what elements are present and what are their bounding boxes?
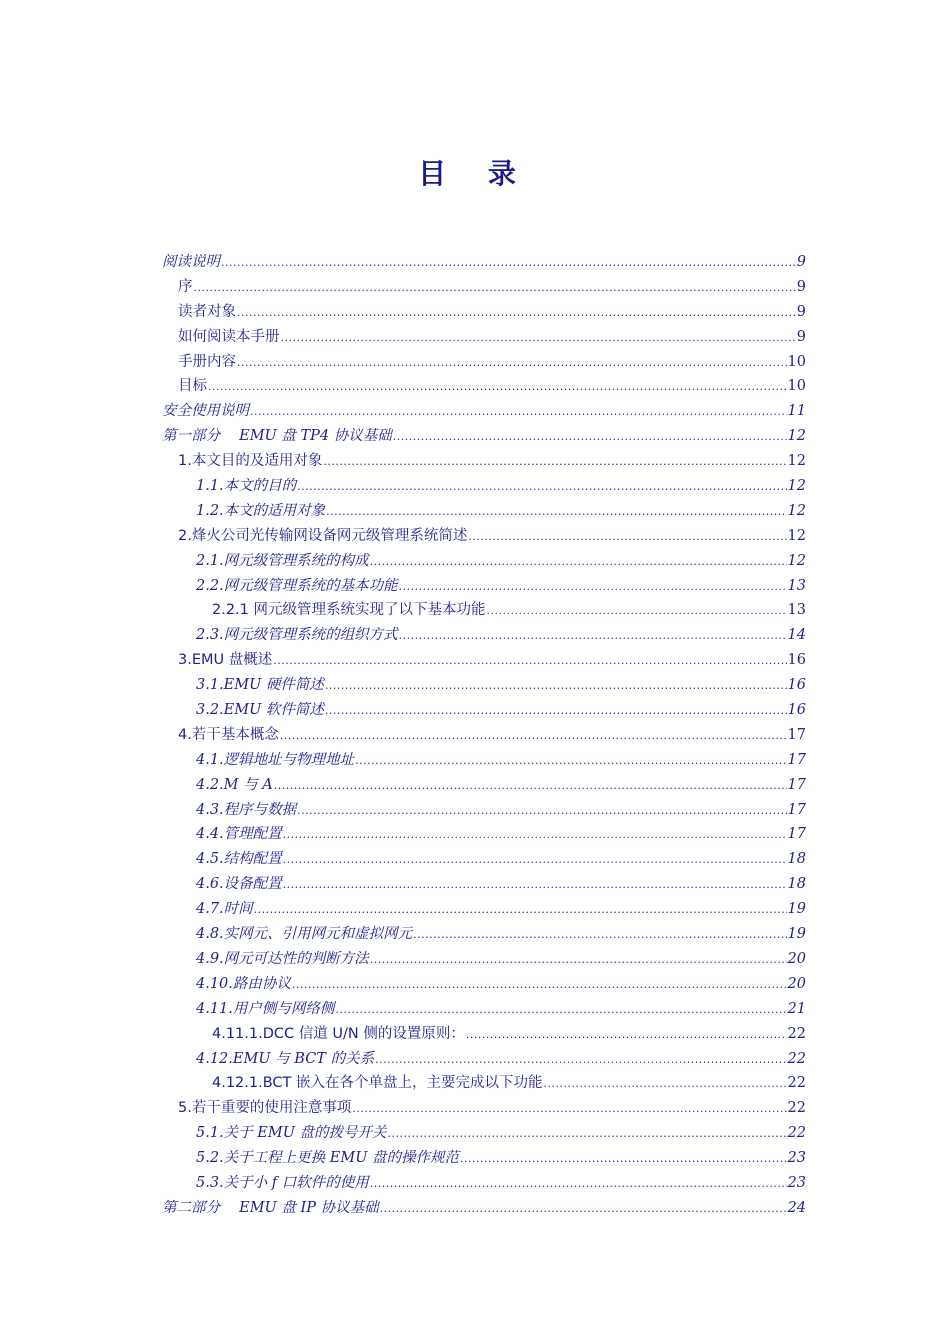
toc-entry-page-number: 10 — [787, 378, 806, 395]
toc-leader-dots — [413, 928, 786, 941]
toc-entry-title: 5.3.关于小 f 口软件的使用 — [196, 1174, 369, 1191]
toc-entry-title: 4.5.结构配置 — [196, 851, 282, 868]
toc-entry-page-number: 18 — [787, 851, 806, 868]
toc-entry-page-number: 9 — [796, 254, 806, 270]
toc-entry-title: 4.1.逻辑地址与物理地址 — [196, 751, 355, 768]
toc-entry[interactable] — [162, 822, 806, 847]
toc-entry-page-number: 9 — [796, 328, 806, 345]
toc-leader-dots — [237, 356, 787, 369]
toc-leader-dots — [297, 804, 786, 817]
toc-entry-title: 4.10.路由协议 — [196, 975, 291, 992]
toc-entry-page-number: 17 — [787, 776, 806, 793]
toc-leader-dots — [237, 306, 796, 319]
toc-entry-title: 目标 — [178, 378, 207, 395]
toc-entry[interactable] — [162, 524, 806, 549]
toc-entry-page-number: 24 — [787, 1199, 806, 1216]
toc-entry[interactable] — [162, 922, 806, 947]
toc-entry[interactable] — [162, 1171, 806, 1196]
toc-entry-title: 1.2.本文的适用对象 — [196, 502, 326, 519]
toc-leader-dots — [388, 1127, 787, 1140]
toc-entry-page-number: 12 — [787, 552, 806, 569]
toc-entry-title: 4.9.网元可达性的判断方法 — [196, 950, 369, 967]
toc-entry-page-number: 17 — [787, 826, 806, 843]
toc-entry[interactable] — [162, 1196, 806, 1221]
toc-entry-page-number: 22 — [787, 1075, 806, 1092]
toc-entry-page-number: 16 — [787, 652, 806, 669]
toc-entry[interactable] — [162, 374, 806, 399]
toc-entry-title: 2.烽火公司光传输网设备网元级管理系统简述 — [178, 527, 468, 544]
toc-entry-page-number: 19 — [787, 901, 806, 918]
toc-leader-dots — [370, 953, 787, 966]
toc-entry-page-number: 18 — [787, 876, 806, 893]
toc-entry[interactable] — [162, 698, 806, 723]
toc-entry-page-number: 22 — [787, 1050, 806, 1067]
toc-entry[interactable] — [162, 499, 806, 524]
toc-entry-title: 4.12.EMU 与 BCT 的关系 — [196, 1050, 375, 1067]
toc-entry[interactable] — [162, 723, 806, 748]
toc-entry-page-number: 13 — [787, 577, 806, 594]
toc-entry-page-number: 20 — [787, 975, 806, 992]
toc-entry[interactable] — [162, 947, 806, 972]
toc-entry-title: 4.7.时间 — [196, 901, 253, 918]
toc-entry[interactable] — [162, 847, 806, 872]
toc-entry-page-number: 17 — [787, 801, 806, 818]
toc-entry-title: 2.1.网元级管理系统的构成 — [196, 552, 369, 569]
toc-entry-page-number: 17 — [787, 726, 806, 743]
toc-entry-title: 手册内容 — [178, 353, 236, 370]
toc-entry-title: 4.12.1.BCT 嵌入在各个单盘上，主要完成以下功能 — [212, 1075, 543, 1092]
toc-leader-dots — [399, 580, 787, 593]
toc-entry[interactable] — [162, 549, 806, 574]
toc-entry-page-number: 10 — [787, 353, 806, 370]
toc-entry[interactable] — [162, 673, 806, 698]
toc-entry-page-number: 22 — [787, 1125, 806, 1142]
toc-leader-dots — [281, 331, 796, 344]
toc-entry-title: 4.若干基本概念 — [178, 726, 279, 743]
toc-leader-dots — [280, 729, 787, 742]
toc-leader-dots — [323, 455, 786, 468]
toc-leader-dots — [468, 530, 786, 543]
toc-entry[interactable] — [162, 1022, 806, 1047]
toc-entry-page-number: 19 — [787, 926, 806, 943]
toc-entry-title: 4.11.1.DCC 信道 U/N 侧的设置原则： — [212, 1025, 465, 1042]
toc-leader-dots — [297, 480, 786, 493]
toc-entry-title: 读者对象 — [178, 303, 236, 320]
toc-entry[interactable] — [162, 350, 806, 375]
page-title: 目 录 — [418, 157, 532, 190]
toc-entry-title: 1.本文目的及适用对象 — [178, 453, 323, 470]
toc-entry-title: 4.11.用户侧与网络侧 — [196, 1000, 335, 1017]
toc-entry-title: 5.2.关于工程上更换 EMU 盘的操作规范 — [196, 1150, 460, 1167]
toc-entry-title: 阅读说明 — [162, 254, 220, 270]
toc-entry-page-number: 22 — [787, 1100, 806, 1117]
toc-entry-title: 如何阅读本手册 — [178, 328, 280, 345]
toc-leader-dots — [335, 1003, 786, 1016]
toc-entry-page-number: 21 — [787, 1000, 806, 1017]
toc-leader-dots — [325, 679, 787, 692]
toc-entry[interactable] — [162, 399, 806, 424]
toc-leader-dots — [352, 1102, 786, 1115]
toc-entry-title: 1.1.本文的目的 — [196, 478, 297, 495]
toc-entry[interactable] — [162, 474, 806, 499]
toc-leader-dots — [292, 978, 787, 991]
toc-leader-dots — [221, 256, 796, 269]
toc-leader-dots — [274, 779, 787, 792]
toc-entry[interactable] — [162, 623, 806, 648]
toc-entry-page-number: 12 — [787, 478, 806, 495]
toc-entry-page-number: 23 — [787, 1150, 806, 1167]
toc-entry-title: 3.2.EMU 软件简述 — [196, 702, 324, 719]
toc-entry-title: 安全使用说明 — [162, 403, 249, 420]
toc-entry-page-number: 12 — [787, 428, 806, 445]
toc-entry[interactable] — [162, 598, 806, 623]
toc-entry-title: 2.2.1 网元级管理系统实现了以下基本功能 — [212, 602, 486, 619]
toc-entry-page-number: 11 — [787, 403, 806, 420]
toc-leader-dots — [283, 853, 787, 866]
toc-entry-page-number: 16 — [787, 702, 806, 719]
toc-entry-page-number: 12 — [787, 453, 806, 470]
toc-entry[interactable] — [162, 1071, 806, 1096]
toc-leader-dots — [326, 505, 786, 518]
toc-entry-title: 4.8.实网元、引用网元和虚拟网元 — [196, 926, 413, 943]
toc-leader-dots — [283, 878, 787, 891]
toc-entry-title: 4.3.程序与数据 — [196, 801, 297, 818]
toc-entry[interactable] — [162, 250, 806, 275]
toc-entry-page-number: 20 — [787, 950, 806, 967]
toc-entry-page-number: 23 — [787, 1174, 806, 1191]
toc-entry[interactable] — [162, 1121, 806, 1146]
toc-entry-title: 3.EMU 盘概述 — [178, 652, 273, 669]
toc-leader-dots — [208, 380, 787, 393]
toc-entry-title: 第二部分 EMU 盘 IP 协议基础 — [162, 1199, 379, 1216]
toc-leader-dots — [254, 903, 787, 916]
toc-entry-page-number: 12 — [787, 502, 806, 519]
toc-entry-page-number: 17 — [787, 751, 806, 768]
toc-leader-dots — [487, 604, 787, 617]
toc-leader-dots — [273, 654, 786, 667]
toc-entry[interactable] — [162, 997, 806, 1022]
toc-leader-dots — [375, 1053, 786, 1066]
toc-entry[interactable] — [162, 325, 806, 350]
toc-entry-title: 4.2.M 与 A — [196, 776, 273, 793]
toc-entry-title: 序 — [178, 278, 193, 295]
toc-entry[interactable] — [162, 972, 806, 997]
toc-leader-dots — [460, 1152, 787, 1165]
toc-entry-title: 5.若干重要的使用注意事项 — [178, 1100, 352, 1117]
toc-entry[interactable] — [162, 424, 806, 449]
toc-entry[interactable] — [162, 449, 806, 474]
toc-entry[interactable] — [162, 897, 806, 922]
toc-entry-title: 3.1.EMU 硬件简述 — [196, 677, 324, 694]
toc-entry-page-number: 22 — [787, 1025, 806, 1042]
toc-entry[interactable] — [162, 574, 806, 599]
toc-entry[interactable] — [162, 1047, 806, 1072]
toc-entry-page-number: 9 — [796, 278, 806, 295]
toc-entry-page-number: 13 — [787, 602, 806, 619]
toc-entry-title: 2.2.网元级管理系统的基本功能 — [196, 577, 398, 594]
toc-entry-title: 4.6.设备配置 — [196, 876, 282, 893]
toc-entry[interactable] — [162, 773, 806, 798]
toc-leader-dots — [355, 754, 786, 767]
toc-leader-dots — [194, 281, 796, 294]
toc-entry-page-number: 14 — [787, 627, 806, 644]
toc-leader-dots — [325, 704, 787, 717]
toc-leader-dots — [250, 405, 787, 418]
toc-entry-title: 第一部分 EMU 盘 TP4 协议基础 — [162, 428, 392, 445]
toc-entry[interactable] — [162, 872, 806, 897]
toc-entry-page-number: 12 — [787, 527, 806, 544]
toc-entry-title: 4.4.管理配置 — [196, 826, 282, 843]
toc-entry-title: 5.1.关于 EMU 盘的拨号开关 — [196, 1125, 387, 1142]
toc-entry[interactable] — [162, 648, 806, 673]
toc-leader-dots — [380, 1202, 787, 1215]
toc-entry[interactable] — [162, 300, 806, 325]
toc-entry[interactable] — [162, 798, 806, 823]
toc-entry[interactable] — [162, 748, 806, 773]
toc-leader-dots — [370, 1177, 787, 1190]
toc-entry-title: 2.3.网元级管理系统的组织方式 — [196, 627, 398, 644]
toc-leader-dots — [370, 555, 787, 568]
toc-leader-dots — [544, 1077, 787, 1090]
toc-leader-dots — [399, 629, 787, 642]
toc-entry-page-number: 9 — [796, 303, 806, 320]
toc-entry[interactable] — [162, 1146, 806, 1171]
toc-entry[interactable] — [162, 275, 806, 300]
table-of-contents — [162, 250, 806, 1221]
toc-entry[interactable] — [162, 1096, 806, 1121]
toc-leader-dots — [466, 1028, 787, 1041]
toc-leader-dots — [283, 828, 787, 841]
toc-entry-page-number: 16 — [787, 677, 806, 694]
toc-leader-dots — [393, 430, 787, 443]
